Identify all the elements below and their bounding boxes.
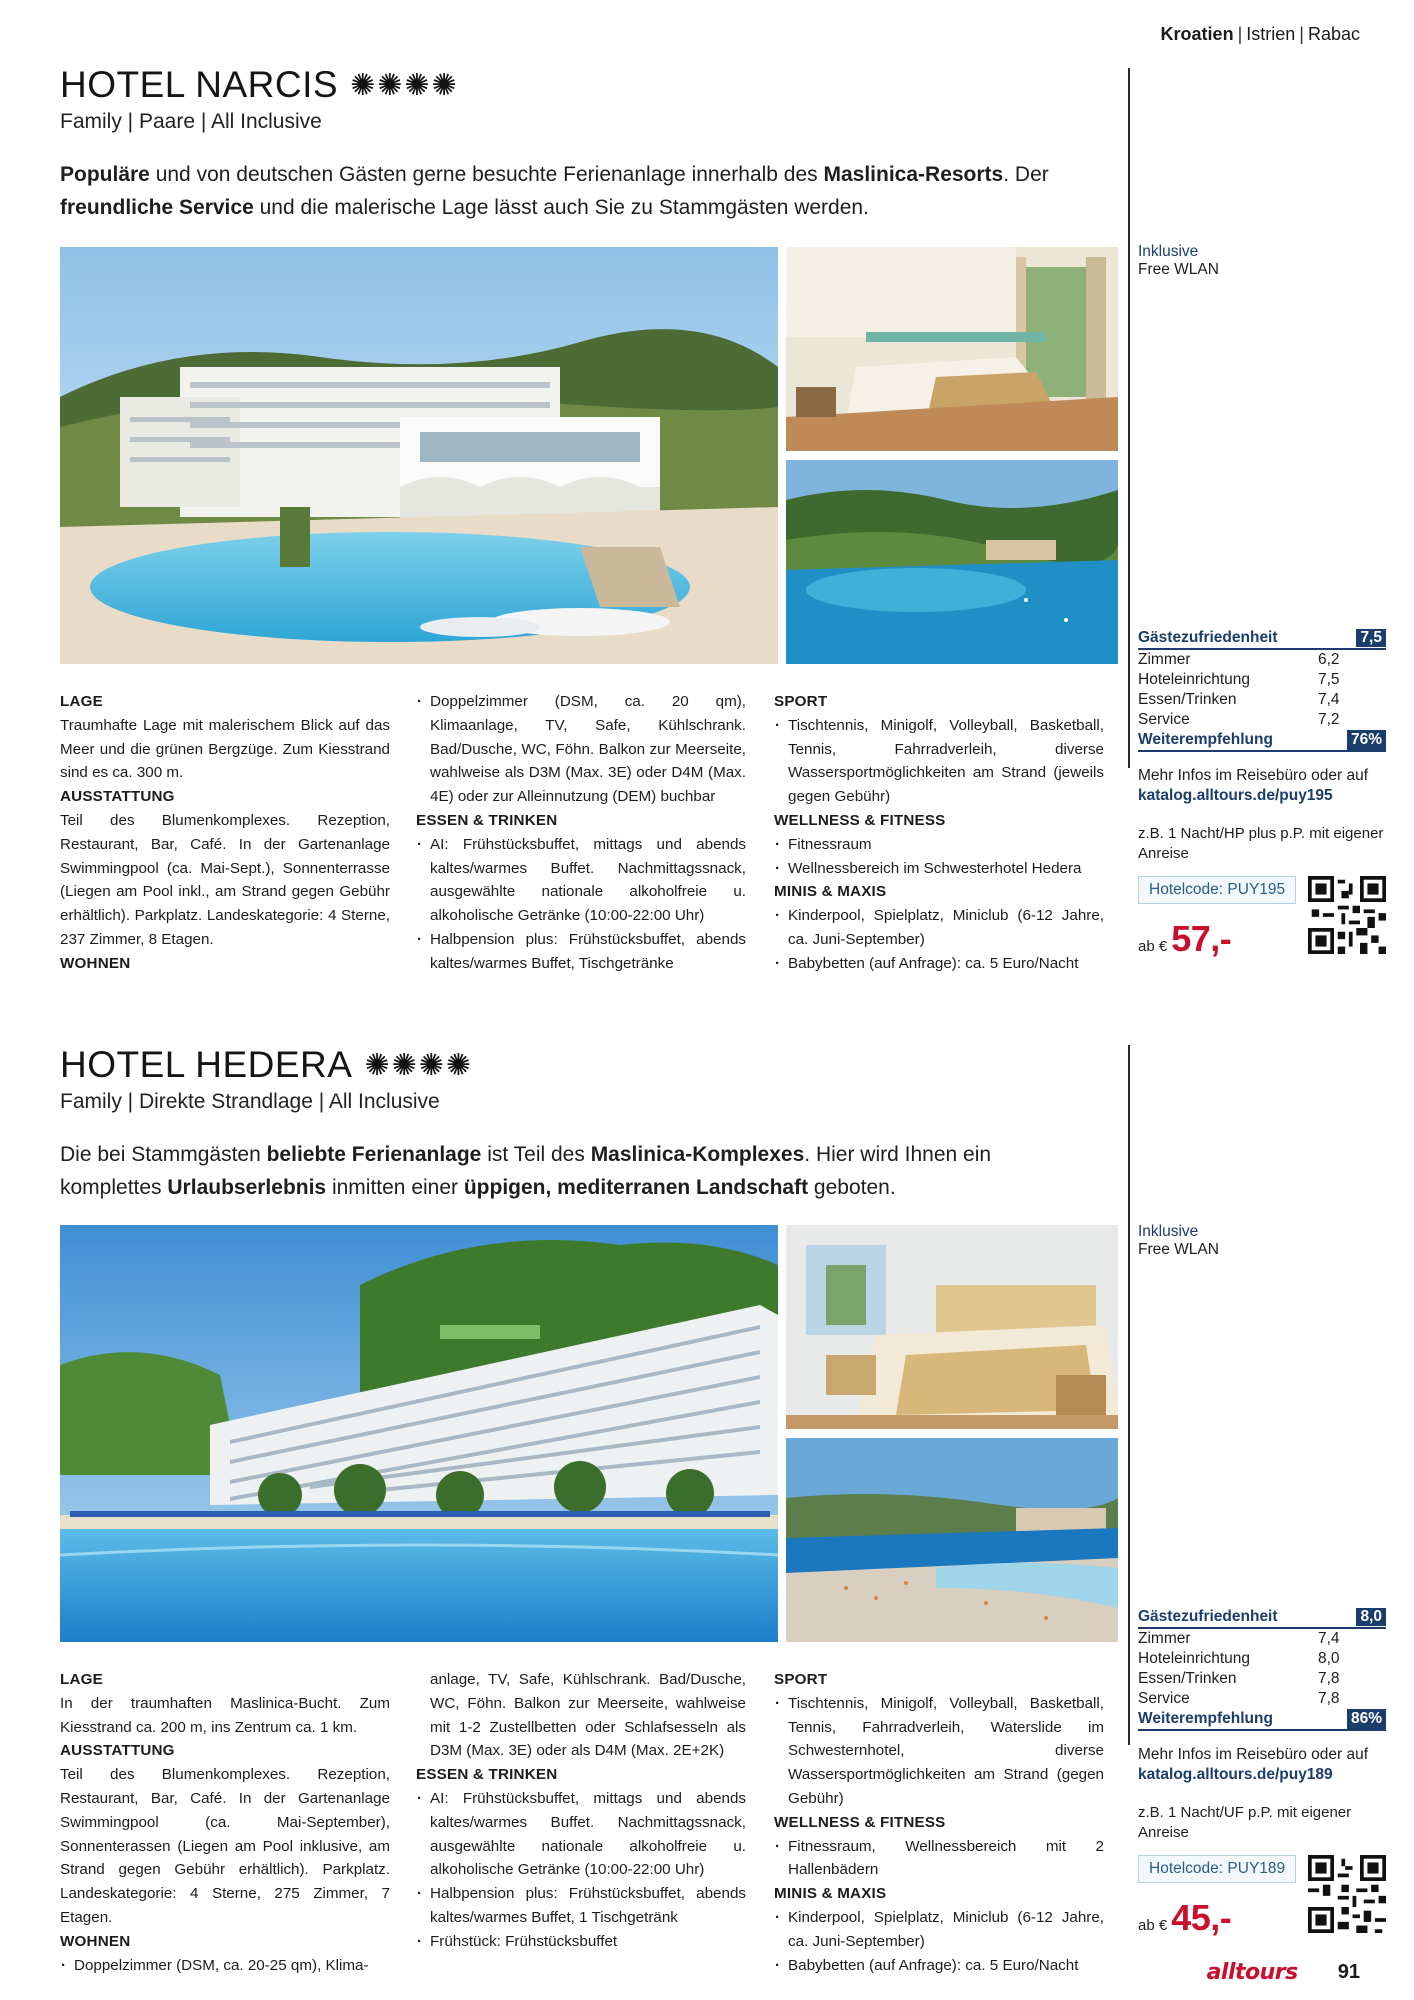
star-rating-icon: ✺✺✺✺: [364, 1048, 474, 1082]
breadcrumb: Kroatien | Istrien | Rabac: [1160, 24, 1360, 44]
hotel-code: Hotelcode: PUY195: [1138, 876, 1296, 904]
rating-row: Essen/Trinken 7,4: [1138, 691, 1340, 708]
details-column-1: [60, 1668, 390, 1977]
recommendation-badge: 86%: [1347, 1709, 1386, 1729]
hotel-photo-room: [786, 1225, 1118, 1429]
wellness-heading: WELLNESS & FITNESS: [774, 811, 946, 829]
ausstattung-heading: AUSSTATTUNG: [60, 788, 175, 806]
details-column-3: [774, 1668, 1104, 1977]
lage-heading: LAGE: [60, 1671, 103, 1688]
wohnen-heading: WOHNEN: [60, 954, 131, 972]
hotel-section-narcis: [0, 60, 1414, 1000]
essen-heading: ESSEN & TRINKEN: [416, 1766, 558, 1784]
rating-row: Essen/Trinken 7,8: [1138, 1670, 1340, 1687]
rating-box: [1138, 629, 1386, 959]
recommendation-row: Weiterempfehlung 76%: [1138, 730, 1386, 752]
ausstattung-text: Teil des Blumenkomplexes. Rezeption, Restaurant, Bar, Café. In der Gartenanlage Swimmingpool (ca. Mai-September), Sonnenterassen (Liegen am Pool inklusive, am Strand gegen Gebühr erhältlich). Parkplatz. Landeskategorie: 4 Sterne, 275 Zimmer, 7 Etagen.: [60, 1766, 390, 1926]
list-item: · Frühstück: Frühstücksbuffet: [416, 1930, 746, 1954]
rating-row: Service 7,2: [1138, 711, 1340, 728]
list-item: · Tischtennis, Minigolf, Volleyball, Basketball, Tennis, Fahrradverleih, diverse Wassersportmöglichkeiten am Strand (jeweils gegen Gebühr): [774, 714, 1104, 809]
essen-heading: ESSEN & TRINKEN: [416, 811, 558, 829]
recommendation-badge: 76%: [1347, 730, 1386, 750]
breadcrumb-country: Kroatien: [1160, 24, 1234, 44]
rating-label: Gästezufriedenheit: [1138, 629, 1278, 646]
list-item: · Kinderpool, Spielplatz, Miniclub (6-12 Jahre, ca. Juni-September): [774, 904, 1104, 952]
breadcrumb-city: Rabac: [1307, 24, 1360, 44]
price: ab € 45,-: [1138, 1897, 1232, 1938]
wellness-heading: WELLNESS & FITNESS: [774, 1813, 946, 1831]
list-item: · Babybetten (auf Anfrage): ca. 5 Euro/Nacht: [774, 952, 1104, 976]
hotel-details: [60, 690, 1118, 990]
details-column-3: [774, 690, 1104, 976]
page-number: 91: [1337, 1961, 1360, 1983]
rating-box: [1138, 1608, 1386, 1938]
alltours-logo: alltours: [1206, 1960, 1298, 1985]
inclusive-box: [1138, 1223, 1386, 1259]
ausstattung-heading: AUSSTATTUNG: [60, 1742, 175, 1760]
inclusive-heading: Inklusive: [1138, 243, 1199, 260]
page-footer: [1207, 1960, 1360, 1985]
hotel-title: HOTEL HEDERA ✺✺✺✺: [60, 1044, 474, 1085]
qr-code-icon[interactable]: [1308, 1855, 1386, 1933]
rating-row: Zimmer 7,4: [1138, 1630, 1340, 1647]
wohnen-heading: WOHNEN: [60, 1932, 131, 1950]
divider: [1128, 68, 1130, 768]
list-item: · Halbpension plus: Frühstücksbuffet, abends kaltes/warmes Buffet, 1 Tischgetränk: [416, 1882, 746, 1930]
hotel-photo-beach: [786, 1438, 1118, 1642]
hotel-code: Hotelcode: PUY189: [1138, 1855, 1296, 1883]
details-column-1: [60, 690, 390, 976]
lage-text: In der traumhaften Maslinica-Bucht. Zum Kiesstrand ca. 200 m, ins Zentrum ca. 1 km.: [60, 1694, 390, 1736]
list-item: · Fitnessraum, Wellnessbereich mit 2 Hallenbädern: [774, 1835, 1104, 1883]
list-item: · AI: Frühstücksbuffet, mittags und abends kaltes/warmes Buffet. Nachmittagssnack, ausgewählte nationale alkoholfreie u. alkoholische Getränke (10:00-22:00 Uhr): [416, 1787, 746, 1882]
rating-row: Zimmer 6,2: [1138, 651, 1340, 668]
inclusive-item: Free WLAN: [1138, 261, 1219, 278]
hotel-details: [60, 1668, 1118, 1974]
list-item: · Halbpension plus: Frühstücksbuffet, abends kaltes/warmes Buffet, Tischgetränke: [416, 928, 746, 976]
list-item: · Doppelzimmer (DSM, ca. 20 qm), Klimaanlage, TV, Safe, Kühlschrank. Bad/Dusche, WC, Föhn. Balkon zur Meerseite, wahlweise als D3M (Max. 3E) oder D4M (Max. 4E) oder zur Alleinnutzung (DEM) buchbar: [416, 690, 746, 809]
breadcrumb-region: Istrien: [1246, 24, 1296, 44]
catalog-link[interactable]: katalog.alltours.de/puy189: [1138, 1766, 1333, 1783]
sport-heading: SPORT: [774, 1671, 828, 1688]
list-item: · Wellnessbereich im Schwesterhotel Hedera: [774, 857, 1104, 881]
list-item: · Babybetten (auf Anfrage): ca. 5 Euro/Nacht: [774, 1954, 1104, 1978]
rating-row: Service 7,8: [1138, 1690, 1340, 1707]
hotel-photo-main: [60, 247, 778, 664]
hotel-photo-room: [786, 247, 1118, 451]
inclusive-item: Free WLAN: [1138, 1241, 1219, 1258]
list-item-continued: anlage, TV, Safe, Kühlschrank. Bad/Dusche, WC, Föhn. Balkon zur Meerseite, wahlweise mit 1-2 Zustellbetten oder Schlafsesseln als D3M (Max. 3E) oder als D4M (Max. 2E+2K): [430, 1671, 746, 1760]
inclusive-box: [1138, 243, 1386, 279]
rating-row: Hoteleinrichtung 8,0: [1138, 1650, 1340, 1667]
details-column-2: [416, 690, 746, 976]
inclusive-heading: Inklusive: [1138, 1223, 1199, 1240]
lage-text: Traumhafte Lage mit malerischem Blick auf das Meer und die grünen Bergzüge. Zum Kiesstrand sind es ca. 300 m.: [60, 716, 390, 782]
price: ab € 57,-: [1138, 918, 1232, 959]
hotel-title: HOTEL NARCIS ✺✺✺✺: [60, 64, 459, 105]
hotel-intro: Populäre und von deutschen Gästen gerne besuchte Ferienanlage innerhalb des Maslinica-Resorts. Der freundliche Service und die malerische Lage lässt auch Sie zu Stammgästen werden.: [60, 163, 1049, 219]
divider: [1128, 1045, 1130, 1745]
minis-heading: MINIS & MAXIS: [774, 883, 887, 901]
more-info: Mehr Infos im Reisebüro oder auf katalog.alltours.de/puy195: [1138, 767, 1369, 804]
list-item: · Fitnessraum: [774, 833, 1104, 857]
rating-badge: 8,0: [1356, 1608, 1386, 1626]
star-rating-icon: ✺✺✺✺: [350, 68, 459, 102]
list-item: · Kinderpool, Spielplatz, Miniclub (6-12 Jahre, ca. Juni-September): [774, 1906, 1104, 1954]
details-column-2: [416, 1668, 746, 1954]
hotel-photo-main: [60, 1225, 778, 1642]
lage-heading: LAGE: [60, 693, 103, 710]
hotel-intro: Die bei Stammgästen beliebte Ferienanlage ist Teil des Maslinica-Komplexes. Hier wird Ihnen ein komplettes Urlaubserlebnis inmitten einer üppigen, mediterranen Landschaft geboten.: [60, 1143, 992, 1199]
rating-row: Hoteleinrichtung 7,5: [1138, 671, 1340, 688]
more-info: Mehr Infos im Reisebüro oder auf katalog.alltours.de/puy189: [1138, 1746, 1369, 1783]
hotel-subtitle: Family | Direkte Strandlage | All Inclusive: [60, 1090, 440, 1113]
sport-heading: SPORT: [774, 693, 828, 710]
hotel-photo-bay: [786, 460, 1118, 664]
ausstattung-text: Teil des Blumenkomplexes. Rezeption, Restaurant, Bar, Café. In der Gartenanlage Swimmingpool (ca. Mai-Sept.), Sonnenterrasse (Liegen am Pool inkl., am Strand gegen Gebühr erhältlich). Parkplatz. Landeskategorie: 4 Sterne, 237 Zimmer, 8 Etagen.: [60, 811, 390, 948]
qr-code-icon[interactable]: [1308, 876, 1386, 954]
recommendation-row: Weiterempfehlung 86%: [1138, 1709, 1386, 1731]
catalog-link[interactable]: katalog.alltours.de/puy195: [1138, 787, 1333, 804]
minis-heading: MINIS & MAXIS: [774, 1885, 887, 1903]
list-item: · Doppelzimmer (DSM, ca. 20-25 qm), Klima-: [60, 1954, 390, 1978]
list-item: · AI: Frühstücksbuffet, mittags und abends kaltes/warmes Buffet. Nachmittagssnack, ausgewählte nationale alkoholfreie u. alkoholische Getränke (10:00-22:00 Uhr): [416, 833, 746, 928]
list-item: · Tischtennis, Minigolf, Volleyball, Basketball, Tennis, Fahrradverleih, Waterslide im Schwesternhotel, diverse Wassersportmöglichkeiten am Strand (gegen Gebühr): [774, 1692, 1104, 1811]
price-note: z.B. 1 Nacht/HP plus p.P. mit eigener Anreise: [1138, 825, 1384, 862]
hotel-subtitle: Family | Paare | All Inclusive: [60, 110, 322, 133]
rating-badge: 7,5: [1356, 629, 1386, 647]
price-note: z.B. 1 Nacht/UF p.P. mit eigener Anreise: [1138, 1804, 1352, 1841]
rating-label: Gästezufriedenheit: [1138, 1608, 1278, 1625]
